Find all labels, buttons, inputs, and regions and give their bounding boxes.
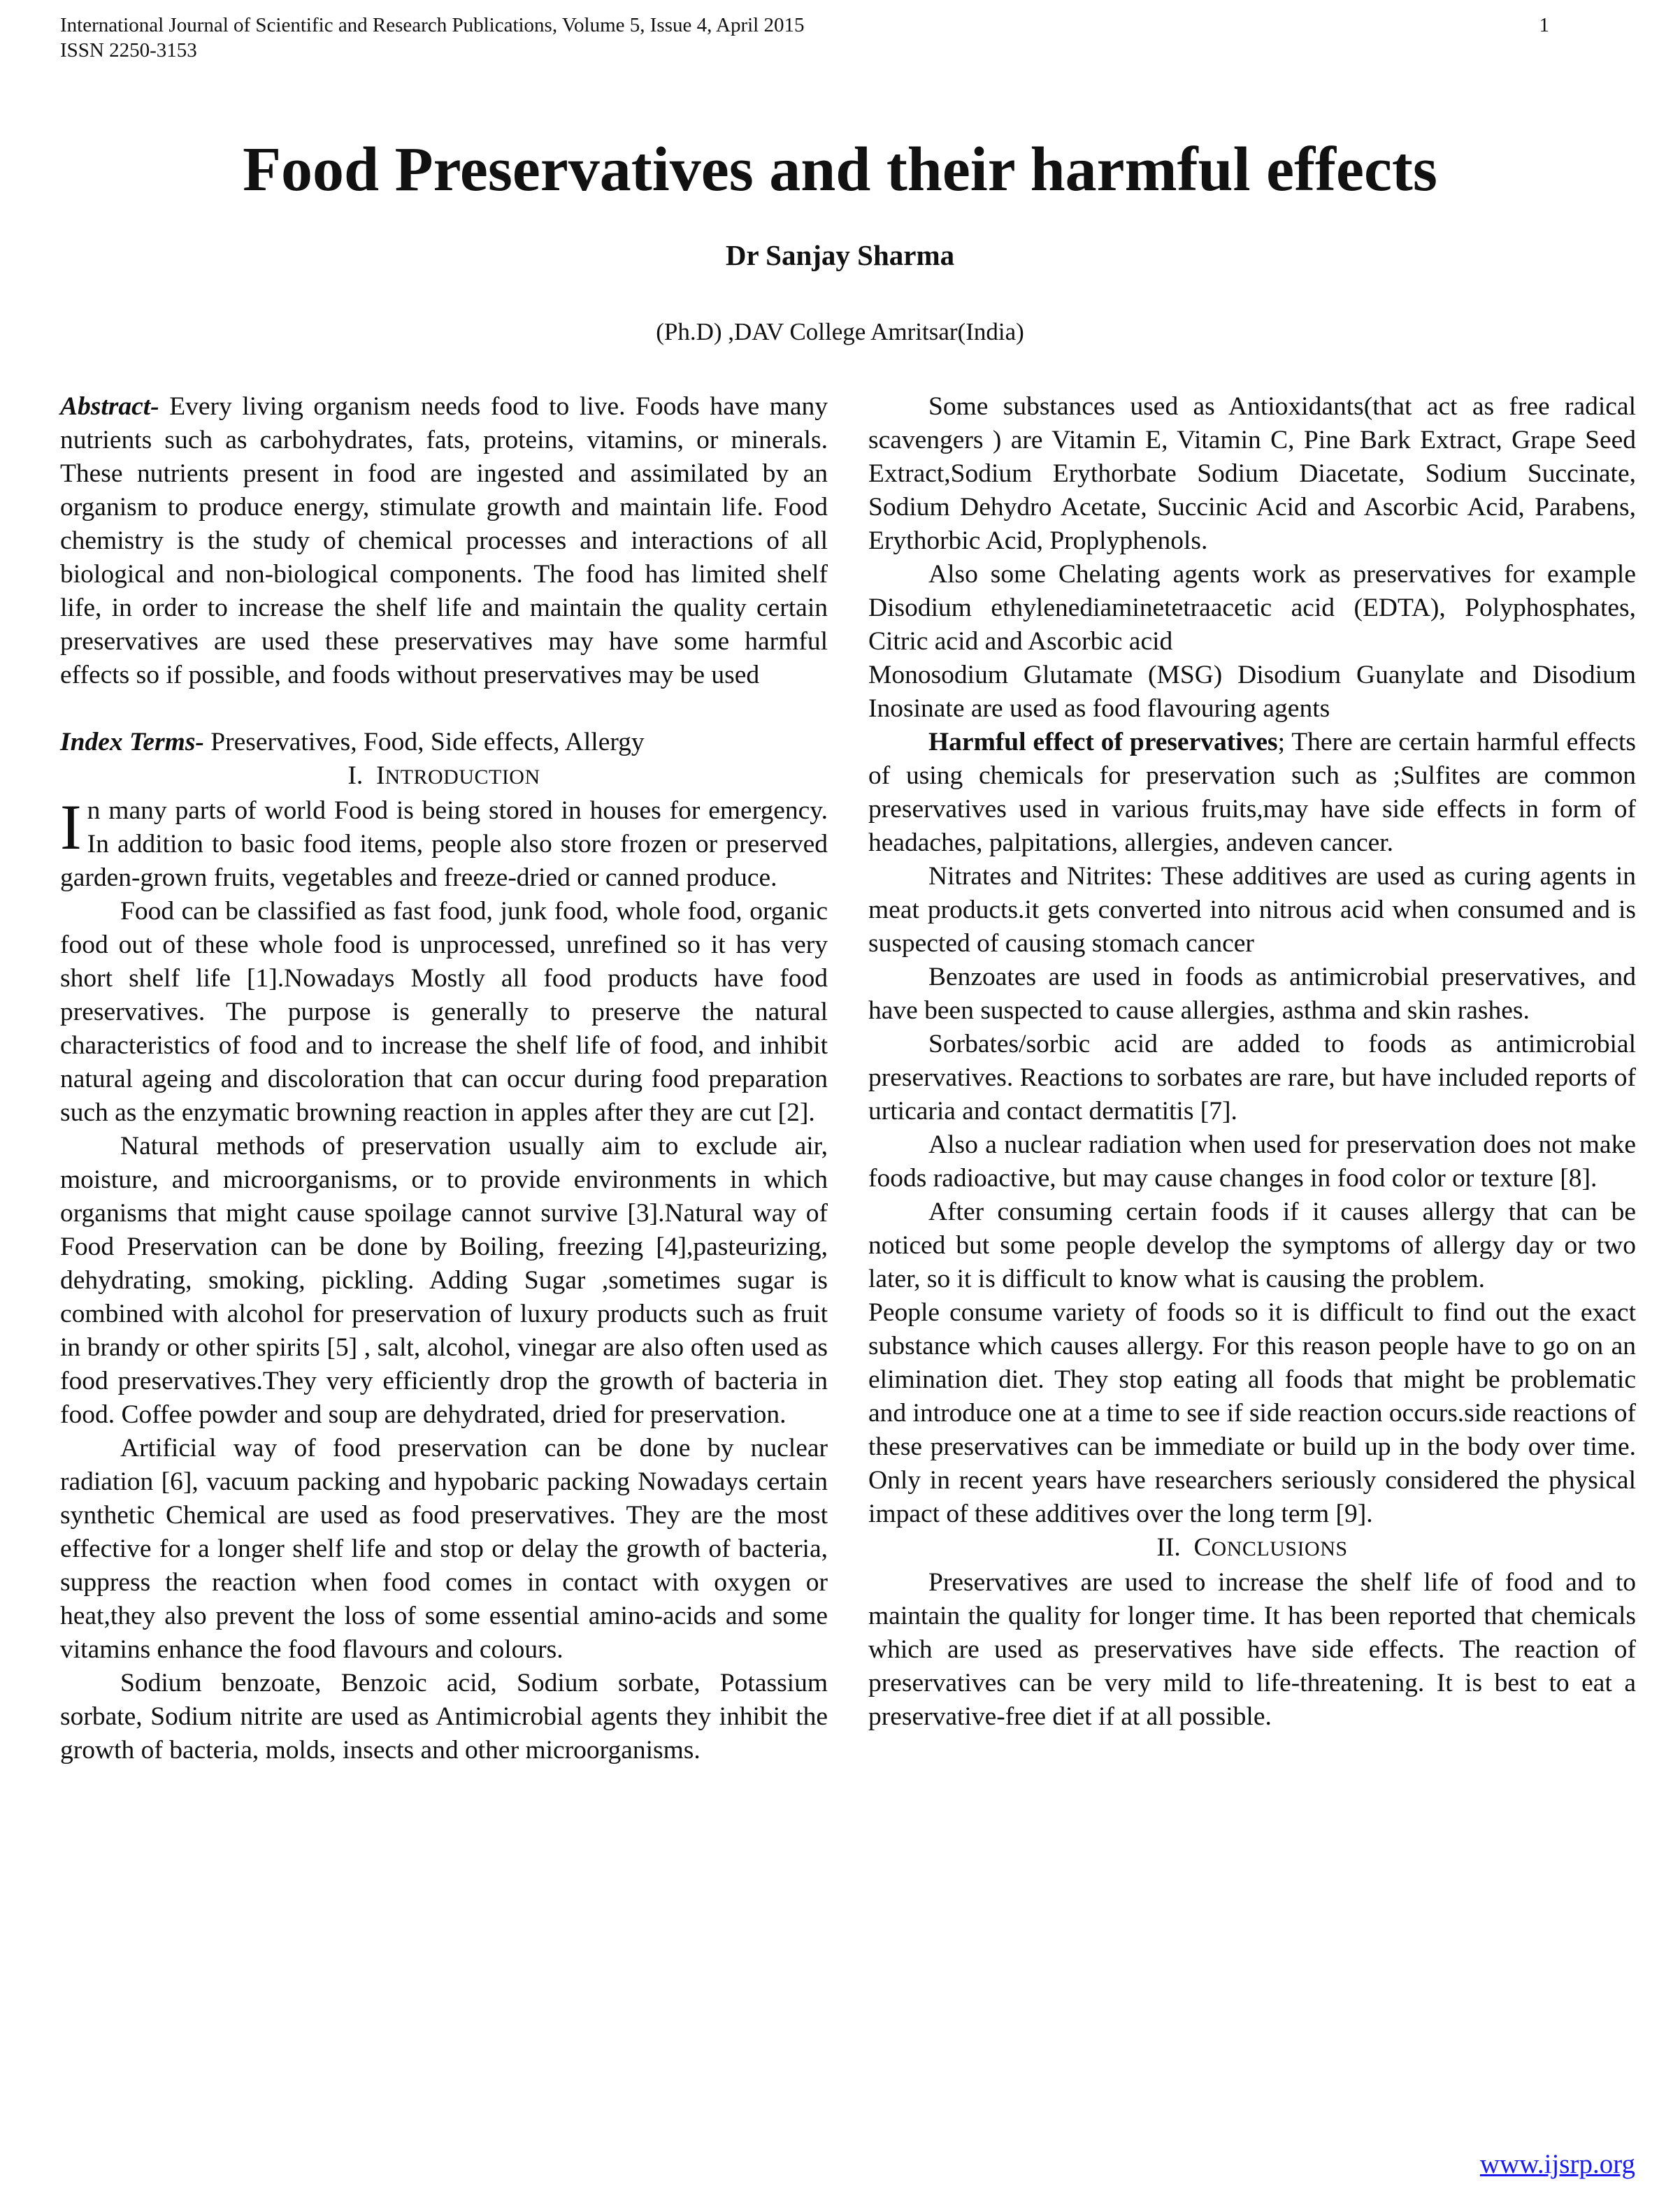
allergy-paragraph: After consuming certain foods if it causes allergy that can be noticed but some people develop the symptoms of allergy day or two later, so it is difficult to know what is causing the problem. <box>868 1198 1636 1293</box>
antioxidants-paragraph: Some substances used as Antioxidants(that act as free radical scavengers ) are Vitamin E, Vitamin C, Pine Bark Extract, Grape Seed Extract,Sodium Erythorbate Sodium Diacetate, Sodium Succinate, Sodium Dehydro Acetate, Succinic Acid and Ascorbic Acid, Parabens, Erythorbic Acid, Proplyphenols. <box>868 392 1636 555</box>
footer <box>1480 2148 1635 2181</box>
chelating-agents-paragraph: Also some Chelating agents work as preservatives for example Disodium ethylenediaminetetraacetic acid (EDTA), Polyphosphates, Citric acid and Ascorbic acid <box>868 560 1636 656</box>
author-name: Dr Sanjay Sharma <box>725 239 955 271</box>
journal-citation: International Journal of Scientific and Research Publications, Volume 5, Issue 4, April 2015 <box>60 14 805 36</box>
conclusions-paragraph: Preservatives are used to increase the shelf life of food and to maintain the quality for longer time. It has been reported that chemicals which are used as preservatives have side effects. The reaction of preservatives can be very mild to life-threatening. It is best to eat a preservative-free diet if at all possible. <box>868 1568 1636 1731</box>
section-numeral: I. <box>347 761 364 790</box>
harmful-effects-text: ; There are certain harmful effects of using chemicals for preservation such as ;Sulfites are common preservatives used in various fruits,may have side effects in form of headaches, palpitations, allergies, andeven cancer. <box>868 728 1636 857</box>
left-column <box>60 390 828 1767</box>
index-terms-text: Preservatives, Food, Side effects, Allergy <box>203 728 645 756</box>
radiation-paragraph: Also a nuclear radiation when used for preservation does not make foods radioactive, but may cause changes in food color or texture [8]. <box>868 1130 1636 1193</box>
abstract-text: Every living organism needs food to live. Foods have many nutrients such as carbohydrates, fats, proteins, vitamins, or minerals. These nutrients present in food are ingested and assimilated by an organism to produce energy, stimulate growth and maintain life. Food chemistry is the study of chemical processes and interactions of all biological and non-biological components. The food has limited shelf life, in order to increase the shelf life and maintain the quality certain preservatives are used these preservatives may have some harmful effects so if possible, and foods without preservatives may be used <box>60 392 828 689</box>
elimination-diet-paragraph: People consume variety of foods so it is difficult to find out the exact substance which causes allergy. For this reason people have to go on an elimination diet. They stop eating all foods that might be problematic and introduce one at a time to see if side reaction occurs.side reactions of these preservatives can be immediate or build up in the body over time. Only in recent years have researchers seriously considered the physical impact of these additives over the long term [9]. <box>868 1298 1636 1528</box>
author-affiliation: (Ph.D) ,DAV College Amritsar(India) <box>656 318 1024 345</box>
drop-cap: I <box>60 791 82 863</box>
section-heading-rest: NTRODUCTION <box>385 766 540 789</box>
index-terms-label: Index Terms- <box>60 728 204 756</box>
section-heading-initial: I <box>375 761 385 790</box>
sorbates-paragraph: Sorbates/sorbic acid are added to foods as antimicrobial preservatives. Reactions to sorbates are rare, but have included reports of urticaria and contact dermatitis [7]. <box>868 1030 1636 1126</box>
section-numeral: II. <box>1156 1533 1181 1562</box>
abstract-label: Abstract- <box>60 392 159 421</box>
intro-paragraph-4: Artificial way of food preservation can be done by nuclear radiation [6], vacuum packing and hypobaric packing Nowadays certain synthetic Chemical are used as food preservatives. They are the most effective for a longer shelf life and stop or delay the growth of bacteria, suppress the reaction when food comes in contact with oxygen or heat,they also prevent the loss of some essential amino-acids and some vitamins enhance the food flavours and colours. <box>60 1434 828 1664</box>
running-header <box>60 13 1549 63</box>
section-heading-rest: ONCLUSIONS <box>1211 1537 1348 1560</box>
intro-paragraph-3: Natural methods of preservation usually aim to exclude air, moisture, and microorganisms, or to provide environments in which organisms that might cause spoilage cannot survive [3].Natural way of Food Preservation can be done by Boiling, freezing [4],pasteurizing, dehydrating, smoking, pickling. Adding Sugar ,sometimes sugar is combined with alcohol for preservation of luxury products such as fruit in brandy or other spirits [5] , salt, alcohol, vinegar are also often used as food preservatives.They very efficiently drop the growth of bacteria in food. Coffee powder and soup are dehydrated, dried for preservation. <box>60 1132 828 1429</box>
intro-paragraph-5: Sodium benzoate, Benzoic acid, Sodium sorbate, Potassium sorbate, Sodium nitrite are used as Antimicrobial agents they inhibit the growth of bacteria, molds, insects and other microorganisms. <box>60 1669 828 1765</box>
flavouring-agents-paragraph: Monosodium Glutamate (MSG) Disodium Guanylate and Disodium Inosinate are used as food flavouring agents <box>868 661 1636 723</box>
section-heading-introduction <box>60 759 828 794</box>
section-heading-conclusions <box>868 1531 1636 1566</box>
right-column <box>868 390 1636 1734</box>
abstract <box>60 390 828 692</box>
page-number: 1 <box>1539 14 1549 36</box>
intro-paragraph-1 <box>60 791 828 895</box>
intro-paragraph-2: Food can be classified as fast food, junk food, whole food, organic food out of these whole food is unprocessed, unrefined so it has very short shelf life [1].Nowadays Mostly all food products have food preservatives. The purpose is generally to preserve the natural characteristics of food and to increase the shelf life of food, and inhibit natural ageing and discoloration that can occur during food preparation such as the enzymatic browning reaction in apples after they are cut [2]. <box>60 897 828 1127</box>
issn: ISSN 2250-3153 <box>60 39 197 62</box>
index-terms <box>60 726 828 759</box>
benzoates-paragraph: Benzoates are used in foods as antimicrobial preservatives, and have been suspected to cause allergies, asthma and skin rashes. <box>868 963 1636 1025</box>
harmful-effects-paragraph <box>868 726 1636 860</box>
journal-website-link[interactable]: www.ijsrp.org <box>1479 2149 1635 2179</box>
intro-paragraph-1-text: n many parts of world Food is being stored in houses for emergency. In addition to basic food items, people also store frozen or preserved garden-grown fruits, vegetables and freeze-dried or canned produce. <box>60 796 828 892</box>
paper-title: Food Preservatives and their harmful effects <box>243 135 1437 204</box>
section-heading-initial: C <box>1193 1533 1212 1562</box>
harmful-effects-lead: Harmful effect of preservatives <box>928 728 1278 756</box>
nitrates-paragraph: Nitrates and Nitrites: These additives are used as curing agents in meat products.it gets converted into nitrous acid when consumed and is suspected of causing stomach cancer <box>868 862 1636 958</box>
